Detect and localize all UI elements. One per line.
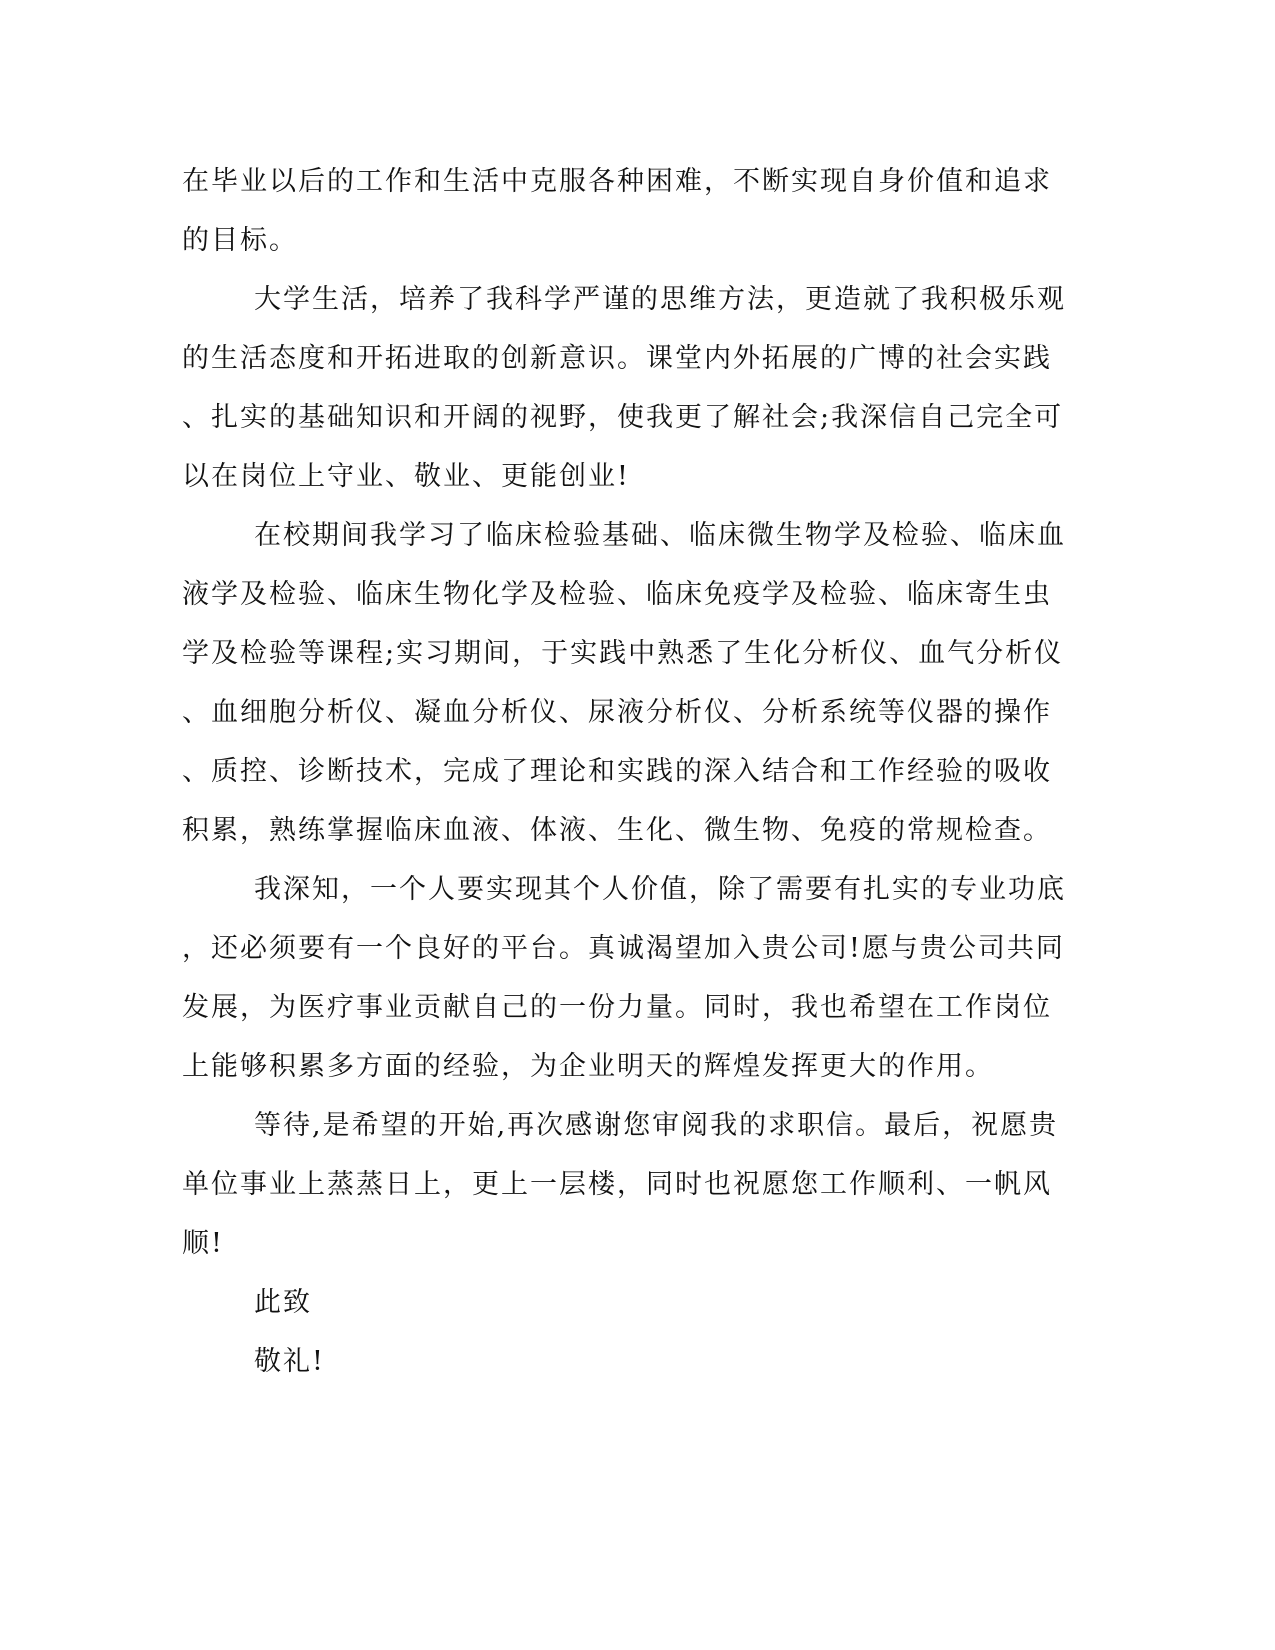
text-line: 上能够积累多方面的经验，为企业明天的辉煌发挥更大的作用。	[182, 1051, 994, 1082]
text-line: 等待,是希望的开始,再次感谢您审阅我的求职信。最后，祝愿贵	[254, 1110, 1059, 1141]
paragraph-continuation	[182, 152, 1052, 270]
closing-regards	[182, 1332, 1042, 1391]
text-line: 单位事业上蒸蒸日上，更上一层楼，同时也祝愿您工作顺利、一帆风	[182, 1169, 1052, 1200]
text-line: 大学生活，培养了我科学严谨的思维方法，更造就了我积极乐观	[254, 284, 1066, 315]
text-line: 的生活态度和开拓进取的创新意识。课堂内外拓展的广博的社会实践	[182, 343, 1052, 374]
text-line: 、质控、诊断技术，完成了理论和实践的深入结合和工作经验的吸收	[182, 756, 1052, 787]
paragraph-education	[182, 506, 1066, 860]
text-line: 发展，为医疗事业贡献自己的一份力量。同时，我也希望在工作岗位	[182, 992, 1052, 1023]
text-line: 、血细胞分析仪、凝血分析仪、尿液分析仪、分析系统等仪器的操作	[182, 697, 1052, 728]
text-line: 学及检验等课程;实习期间，于实践中熟悉了生化分析仪、血气分析仪	[182, 638, 1064, 669]
text-line: 在毕业以后的工作和生活中克服各种困难，不断实现自身价值和追求	[182, 166, 1052, 197]
paragraph-closing-thanks	[182, 1096, 1059, 1273]
text-line: 、扎实的基础知识和开阔的视野，使我更了解社会;我深信自己完全可	[182, 402, 1064, 433]
text-line: 液学及检验、临床生物化学及检验、临床免疫学及检验、临床寄生虫	[182, 579, 1052, 610]
closing-line: 此致	[254, 1287, 312, 1318]
closing-salutation	[182, 1273, 1042, 1332]
text-line: 在校期间我学习了临床检验基础、临床微生物学及检验、临床血	[254, 520, 1066, 551]
regards-line: 敬礼!	[254, 1346, 325, 1377]
letter-body	[182, 152, 1066, 1391]
text-line: 顺!	[182, 1228, 224, 1259]
paragraph-career-goal	[182, 860, 1066, 1096]
text-line: 积累，熟练掌握临床血液、体液、生化、微生物、免疫的常规检查。	[182, 815, 1052, 846]
text-line: ，还必须要有一个良好的平台。真诚渴望加入贵公司!愿与贵公司共同	[182, 933, 1065, 964]
text-line: 我深知，一个人要实现其个人价值，除了需要有扎实的专业功底	[254, 874, 1066, 905]
paragraph-university-life	[182, 270, 1066, 506]
text-line: 的目标。	[182, 225, 298, 256]
text-line: 以在岗位上守业、敬业、更能创业!	[182, 461, 630, 492]
